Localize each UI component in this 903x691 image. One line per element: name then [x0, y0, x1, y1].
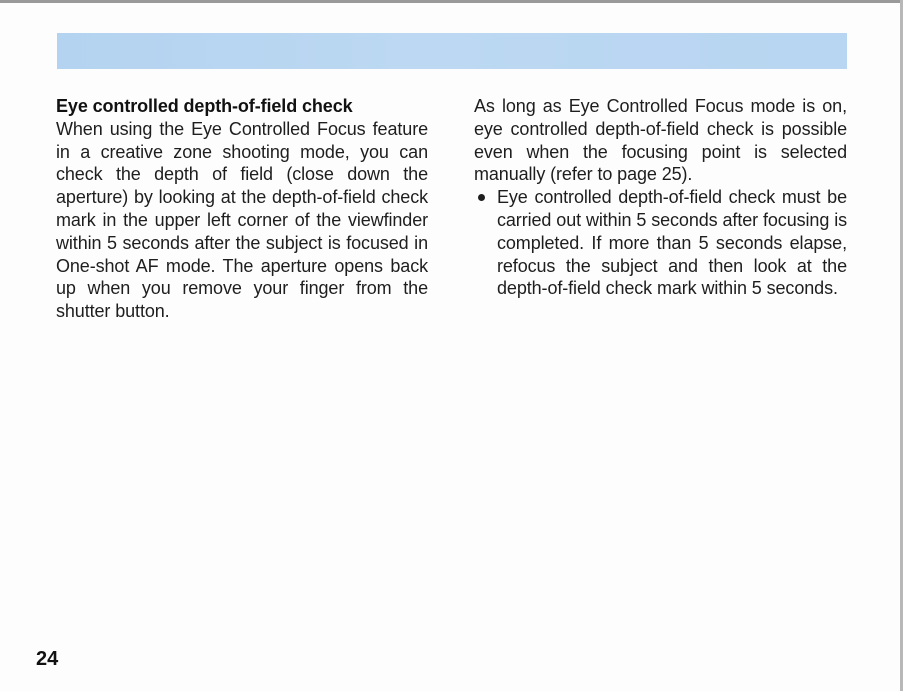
section-heading: Eye controlled depth-of-field check: [56, 96, 353, 116]
header-band: [57, 33, 847, 69]
left-column: [56, 95, 428, 323]
page-number: 24: [36, 648, 59, 670]
bullet-dot-icon: [478, 194, 485, 201]
bullet-item: [474, 186, 847, 300]
bullet-text: Eye controlled depth-of-field check must be carried out within 5 seconds after focusing is completed. If more than 5 seconds elapse, refocus the subject and then look at the depth-of-field check mark within 5 seconds.: [497, 187, 847, 299]
page-top-edge: [0, 0, 903, 3]
left-paragraph: When using the Eye Controlled Focus feature in a creative zone shooting mode, you can check the depth of field (close down the aperture) by looking at the depth-of-field check mark in the upper left corner of the viewfinder within 5 seconds after the subject is focused in One-shot AF mode. The aperture opens back up when you remove your finger from the shutter button.: [56, 118, 428, 322]
right-paragraph: As long as Eye Controlled Focus mode is on, eye controlled depth-of-field check is possible even when the focusing point is selected manually (refer to page 25).: [474, 96, 847, 185]
right-column: [474, 95, 847, 300]
